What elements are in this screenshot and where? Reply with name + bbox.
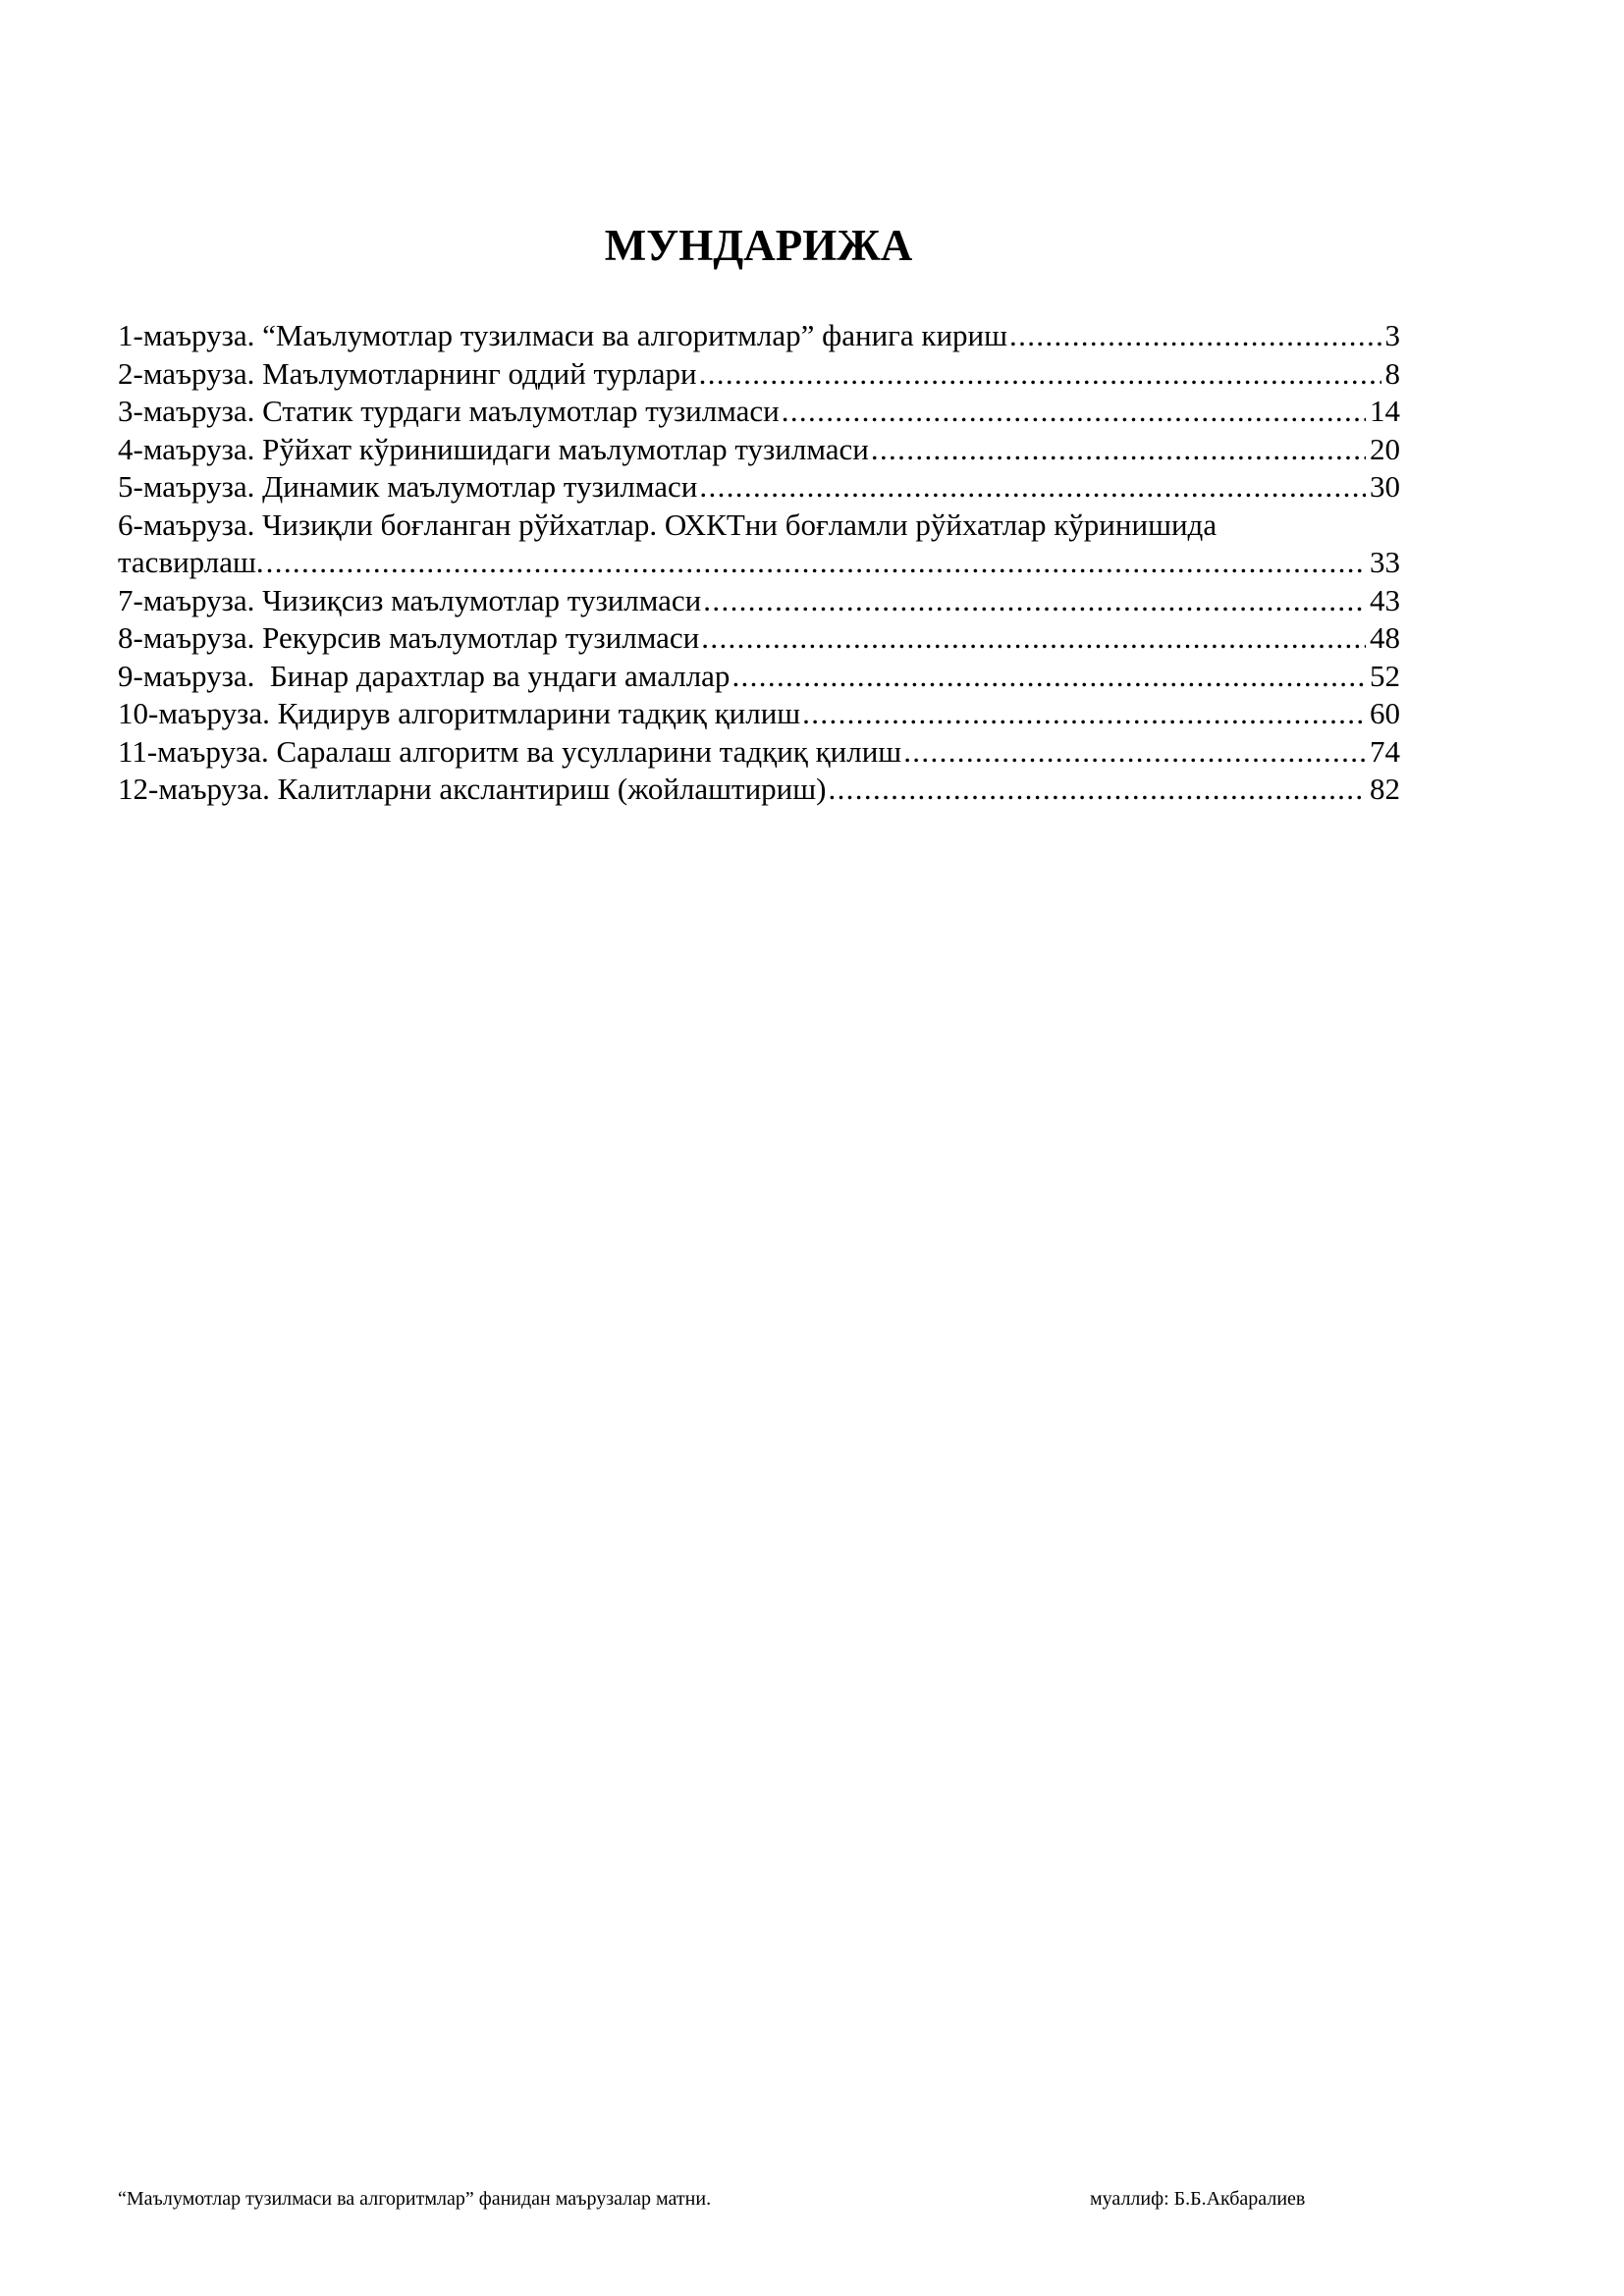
toc-entry-2[interactable] <box>118 355 1400 394</box>
toc-entry-page: 74 <box>1370 733 1400 769</box>
toc-dot-leader <box>903 733 1366 772</box>
footer-course-title: “Маълумотлар тузилмаси ва алгоритмлар” фанидан маърузалар матни. <box>118 2188 712 2210</box>
toc-entry-7[interactable] <box>118 582 1400 620</box>
toc-entry-title: 4-маъруза. Рўйхат кўринишидаги маълумотлар тузилмаси <box>118 431 869 466</box>
toc-entry-title: 12-маъруза. Калитларни акслантириш (жойлаштириш) <box>118 772 827 806</box>
toc-dot-leader <box>828 771 1366 809</box>
toc-entry-page: 3 <box>1384 318 1400 352</box>
toc-dot-leader <box>802 695 1366 733</box>
toc-entry-8[interactable] <box>118 619 1400 658</box>
toc-dot-leader <box>782 393 1366 431</box>
toc-dot-leader <box>1009 317 1381 355</box>
toc-entry-page: 82 <box>1370 772 1400 806</box>
toc-entry-1[interactable] <box>118 317 1400 355</box>
toc-entry-title: 11-маъруза. Саралаш алгоритм ва усулларини тадқиқ қилиш <box>118 733 902 769</box>
toc-entry-title: 10-маъруза. Қидирув алгоритмларини тадқиқ қилиш <box>118 696 801 730</box>
toc-entry-10[interactable] <box>118 695 1400 733</box>
toc-entry-title: 1-маъруза. “Маълумотлар тузилмаси ва алгоритмлар” фанига кириш <box>118 318 1007 352</box>
toc-entry-12[interactable] <box>118 771 1400 809</box>
toc-dot-leader <box>701 619 1366 658</box>
toc-entry-title: 6-маъруза. Чизиқли боғланган рўйхатлар. ОХКТни боғламли рўйхатлар кўринишида <box>118 507 1218 542</box>
toc-entry-title: 7-маъруза. Чизиқсиз маълумотлар тузилмаси <box>118 582 702 617</box>
table-of-contents <box>118 317 1400 809</box>
toc-entry-page: 43 <box>1370 582 1400 617</box>
toc-entry-page: 48 <box>1370 620 1400 655</box>
toc-entry-title: 5-маъруза. Динамик маълумотлар тузилмаси <box>118 469 698 504</box>
toc-entry-page: 30 <box>1370 469 1400 504</box>
toc-dot-leader <box>266 544 1366 582</box>
page-title: МУНДАРИЖА <box>604 221 913 270</box>
toc-entry-page: 33 <box>1370 545 1400 579</box>
toc-entry-title-continued: тасвирлаш. <box>118 545 264 579</box>
toc-entry-page: 20 <box>1370 431 1400 466</box>
toc-entry-page: 60 <box>1370 696 1400 730</box>
toc-dot-leader <box>703 582 1366 620</box>
toc-entry-11[interactable] <box>118 733 1400 772</box>
toc-entry-page: 14 <box>1370 394 1400 428</box>
toc-dot-leader <box>731 658 1366 696</box>
toc-entry-4[interactable] <box>118 431 1400 469</box>
toc-entry-page: 52 <box>1370 658 1400 693</box>
toc-dot-leader <box>699 355 1381 394</box>
toc-entry-title: 3-маъруза. Статик турдаги маълумотлар тузилмаси <box>118 394 780 428</box>
footer-author: муаллиф: Б.Б.Акбаралиев <box>1090 2188 1306 2210</box>
toc-entry-title: 8-маъруза. Рекурсив маълумотлар тузилмаси <box>118 620 700 655</box>
toc-dot-leader <box>871 431 1366 469</box>
toc-entry-title: 9-маъруза. Бинар дарахтлар ва ундаги амаллар <box>118 658 731 693</box>
toc-entry-3[interactable] <box>118 393 1400 431</box>
toc-entry-6[interactable] <box>118 507 1400 582</box>
toc-entry-5[interactable] <box>118 468 1400 507</box>
toc-dot-leader <box>699 468 1366 507</box>
toc-entry-title: 2-маъруза. Маълумотларнинг оддий турлари <box>118 355 697 391</box>
toc-entry-9[interactable] <box>118 658 1400 696</box>
toc-entry-page: 8 <box>1384 355 1400 391</box>
